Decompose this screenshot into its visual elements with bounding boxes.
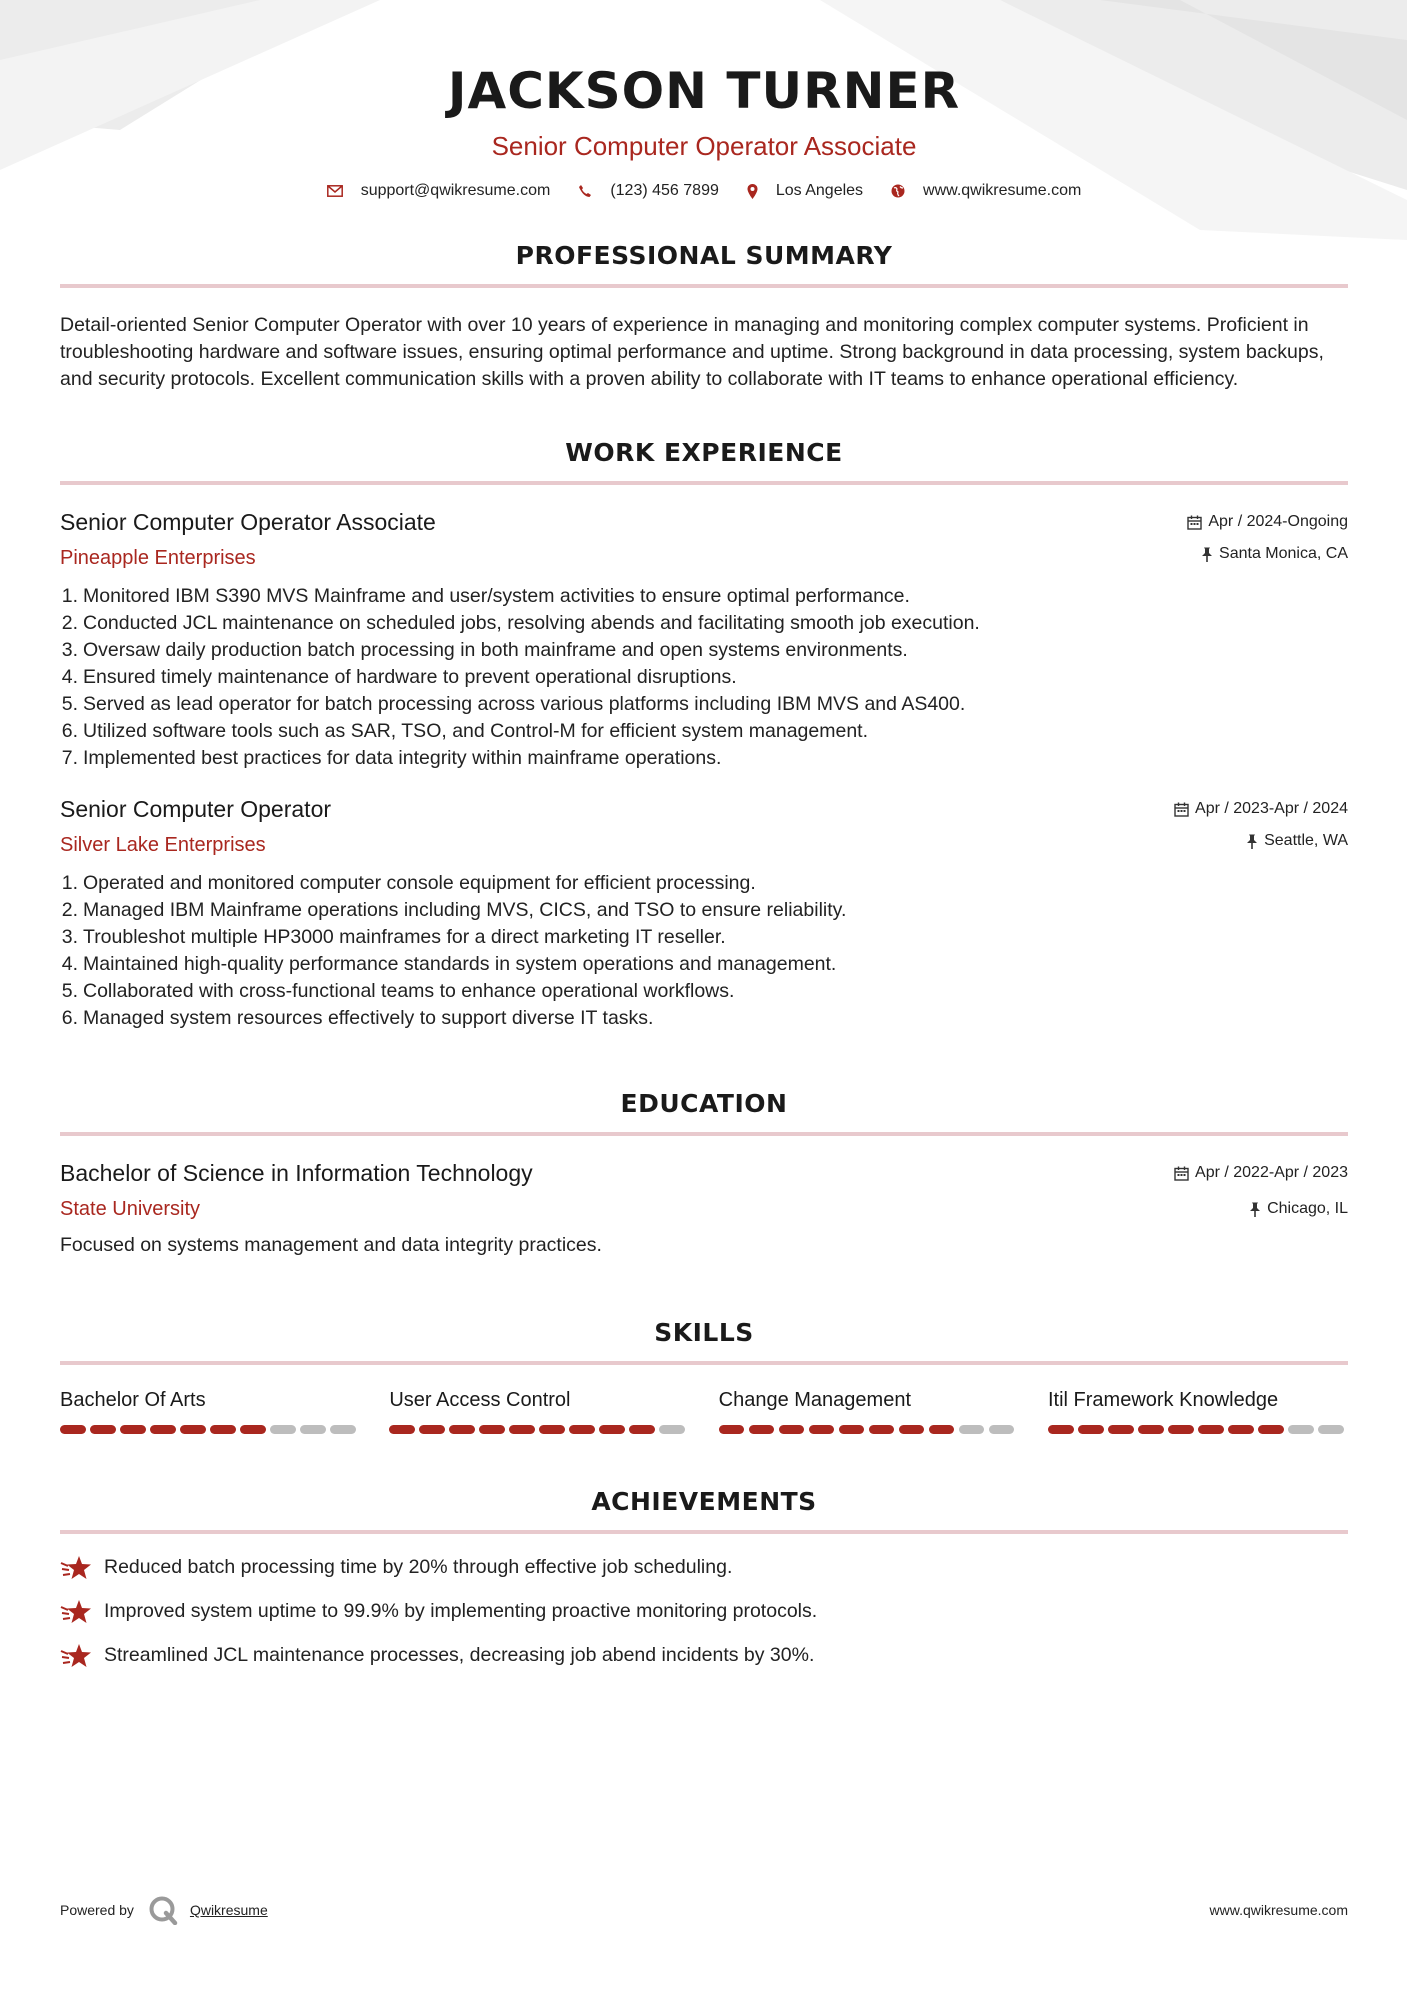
skills-section <box>60 1317 1348 1434</box>
achievements-heading: ACHIEVEMENTS <box>591 1487 817 1516</box>
education-entry <box>60 1158 1348 1259</box>
skill-segment-filled <box>599 1425 625 1434</box>
skill-segment-empty <box>989 1425 1015 1434</box>
job-dates: Apr / 2023-Apr / 2024 <box>1195 800 1348 817</box>
job-entry <box>60 794 1348 1032</box>
skill-level-bar <box>1048 1425 1348 1434</box>
shooting-star-icon <box>60 1599 92 1625</box>
list-item: 7. Implemented best practices for data integrity within mainframe operations. <box>61 747 722 769</box>
contact-location <box>747 182 863 200</box>
skill-segment-filled <box>150 1425 176 1434</box>
job-title: Senior Computer Operator <box>60 796 332 822</box>
skill-segment-filled <box>1078 1425 1104 1434</box>
powered-by-label: Powered by <box>60 1902 134 1918</box>
contact-bar <box>60 182 1348 200</box>
job-dates: Apr / 2024-Ongoing <box>1208 513 1348 530</box>
skill-name: Bachelor Of Arts <box>60 1389 206 1411</box>
list-item: 3. Troubleshot multiple HP3000 mainframes for a direct marketing IT reseller. <box>61 926 726 948</box>
skill-segment-filled <box>419 1425 445 1434</box>
skill-segment-filled <box>809 1425 835 1434</box>
job-bullets <box>60 583 1348 772</box>
skill-segment-filled <box>719 1425 745 1434</box>
job-company: Silver Lake Enterprises <box>60 834 266 856</box>
skill-level-bar <box>719 1425 1019 1434</box>
candidate-name: JACKSON TURNER <box>447 62 961 120</box>
candidate-title: Senior Computer Operator Associate <box>491 131 917 161</box>
experience-heading: WORK EXPERIENCE <box>565 438 843 467</box>
skills-list <box>60 1387 1348 1434</box>
powered-by <box>60 1895 268 1925</box>
resume-content <box>60 0 1348 1669</box>
calendar-icon <box>1174 1166 1189 1181</box>
skill-level-bar <box>60 1425 360 1434</box>
calendar-icon <box>1187 515 1202 530</box>
section-divider <box>60 481 1348 485</box>
skill-name: Change Management <box>718 1389 912 1411</box>
achievements-section <box>60 1486 1348 1669</box>
skill-segment-filled <box>240 1425 266 1434</box>
skill-segment-filled <box>509 1425 535 1434</box>
school-name: State University <box>60 1198 201 1220</box>
skill-segment-filled <box>1138 1425 1164 1434</box>
list-item: 1. Monitored IBM S390 MVS Mainframe and user/system activities to ensure optimal performance. <box>61 585 910 607</box>
skill-segment-filled <box>539 1425 565 1434</box>
skill-segment-filled <box>210 1425 236 1434</box>
skill-item <box>719 1387 1019 1434</box>
achievement-text: Streamlined JCL maintenance processes, decreasing job abend incidents by 30%. <box>104 1644 815 1666</box>
map-pin-icon <box>747 184 758 199</box>
pushpin-icon <box>1201 547 1213 562</box>
summary-text: Detail-oriented Senior Computer Operator with over 10 years of experience in managing and monitoring complex computer systems. Proficient in troubleshooting hardware and software issues, ensuring optimal performance and uptime. Strong background in data processing, system backups, and security protocols. Excellent communication skills with a proven ability to collaborate with IT teams to enhance operational efficiency. <box>60 314 1324 390</box>
achievement-item <box>60 1598 1348 1625</box>
education-description: Focused on systems management and data integrity practices. <box>60 1234 602 1256</box>
contact-phone-text: (123) 456 7899 <box>610 182 719 199</box>
list-item: 1. Operated and monitored computer console equipment for efficient processing. <box>61 872 756 894</box>
education-location: Chicago, IL <box>1267 1200 1348 1217</box>
skill-segment-filled <box>749 1425 775 1434</box>
skill-segment-filled <box>1198 1425 1224 1434</box>
calendar-icon <box>1174 802 1189 817</box>
contact-phone[interactable] <box>578 182 719 200</box>
section-divider <box>60 1132 1348 1136</box>
achievements-list <box>60 1554 1348 1669</box>
envelope-icon <box>327 185 343 197</box>
skill-segment-filled <box>1168 1425 1194 1434</box>
skill-segment-filled <box>180 1425 206 1434</box>
list-item: 6. Utilized software tools such as SAR, TSO, and Control-M for efficient system management. <box>61 720 869 742</box>
contact-website[interactable] <box>891 182 1081 200</box>
skill-segment-filled <box>929 1425 955 1434</box>
skill-segment-filled <box>1048 1425 1074 1434</box>
skill-segment-filled <box>1228 1425 1254 1434</box>
section-divider <box>60 1361 1348 1365</box>
skill-segment-filled <box>1108 1425 1134 1434</box>
contact-email[interactable] <box>327 182 551 200</box>
skill-segment-filled <box>569 1425 595 1434</box>
section-divider <box>60 1530 1348 1534</box>
skill-segment-empty <box>300 1425 326 1434</box>
skill-segment-filled <box>779 1425 805 1434</box>
qwikresume-link[interactable]: Qwikresume <box>189 1902 268 1918</box>
list-item: 5. Collaborated with cross-functional teams to enhance operational workflows. <box>61 980 735 1002</box>
phone-icon <box>578 184 592 198</box>
section-divider <box>60 284 1348 288</box>
education-heading: EDUCATION <box>620 1089 788 1118</box>
shooting-star-icon <box>60 1643 92 1669</box>
skill-segment-empty <box>270 1425 296 1434</box>
job-company: Pineapple Enterprises <box>60 547 256 569</box>
skill-segment-filled <box>1258 1425 1284 1434</box>
skill-segment-filled <box>869 1425 895 1434</box>
pushpin-icon <box>1249 1202 1261 1217</box>
skill-segment-filled <box>90 1425 116 1434</box>
skill-segment-filled <box>389 1425 415 1434</box>
list-item: 5. Served as lead operator for batch processing across various platforms including IBM MVS and AS400. <box>61 693 966 715</box>
skill-name: Itil Framework Knowledge <box>1047 1389 1279 1411</box>
achievement-item <box>60 1554 1348 1581</box>
job-entry <box>60 507 1348 772</box>
skill-segment-filled <box>629 1425 655 1434</box>
globe-icon <box>891 184 905 198</box>
pushpin-icon <box>1246 834 1258 849</box>
skill-segment-empty <box>1288 1425 1314 1434</box>
job-title: Senior Computer Operator Associate <box>60 509 436 535</box>
job-location: Seattle, WA <box>1264 832 1348 849</box>
list-item: 4. Maintained high-quality performance standards in system operations and management. <box>61 953 837 975</box>
skill-item <box>60 1387 360 1434</box>
skill-segment-filled <box>60 1425 86 1434</box>
skill-segment-empty <box>659 1425 685 1434</box>
achievement-text: Improved system uptime to 99.9% by implementing proactive monitoring protocols. <box>104 1600 818 1622</box>
job-location: Santa Monica, CA <box>1219 545 1348 562</box>
achievement-text: Reduced batch processing time by 20% through effective job scheduling. <box>104 1556 733 1578</box>
qwikresume-logo-icon <box>148 1895 178 1925</box>
resume-header <box>60 0 1348 200</box>
list-item: 2. Conducted JCL maintenance on scheduled jobs, resolving abends and facilitating smooth job execution. <box>61 612 980 634</box>
summary-section <box>60 240 1348 393</box>
skill-segment-empty <box>959 1425 985 1434</box>
skill-level-bar <box>389 1425 689 1434</box>
skill-segment-empty <box>330 1425 356 1434</box>
skill-segment-empty <box>1318 1425 1344 1434</box>
skill-name: User Access Control <box>389 1389 571 1411</box>
skill-segment-filled <box>120 1425 146 1434</box>
achievement-item <box>60 1642 1348 1669</box>
skill-segment-filled <box>899 1425 925 1434</box>
skill-segment-filled <box>839 1425 865 1434</box>
summary-heading: PROFESSIONAL SUMMARY <box>515 241 893 270</box>
experience-section <box>60 437 1348 1032</box>
skill-segment-filled <box>479 1425 505 1434</box>
list-item: 3. Oversaw daily production batch processing in both mainframe and open systems environments. <box>61 639 908 661</box>
skill-segment-filled <box>449 1425 475 1434</box>
education-dates: Apr / 2022-Apr / 2023 <box>1195 1164 1348 1181</box>
degree-title: Bachelor of Science in Information Technology <box>60 1160 533 1186</box>
page-footer <box>60 1895 1348 1925</box>
skills-heading: SKILLS <box>654 1318 754 1347</box>
footer-website[interactable]: www.qwikresume.com <box>1209 1902 1348 1918</box>
education-section <box>60 1088 1348 1259</box>
list-item: 2. Managed IBM Mainframe operations including MVS, CICS, and TSO to ensure reliability. <box>61 899 847 921</box>
skill-item <box>389 1387 689 1434</box>
list-item: 4. Ensured timely maintenance of hardware to prevent operational disruptions. <box>61 666 737 688</box>
skill-item <box>1048 1387 1348 1434</box>
job-bullets <box>60 870 1348 1032</box>
contact-location-text: Los Angeles <box>775 182 864 199</box>
contact-website-text: www.qwikresume.com <box>923 182 1082 199</box>
contact-email-text: support@qwikresume.com <box>360 182 551 199</box>
list-item: 6. Managed system resources effectively to support diverse IT tasks. <box>61 1007 654 1029</box>
shooting-star-icon <box>60 1555 92 1581</box>
